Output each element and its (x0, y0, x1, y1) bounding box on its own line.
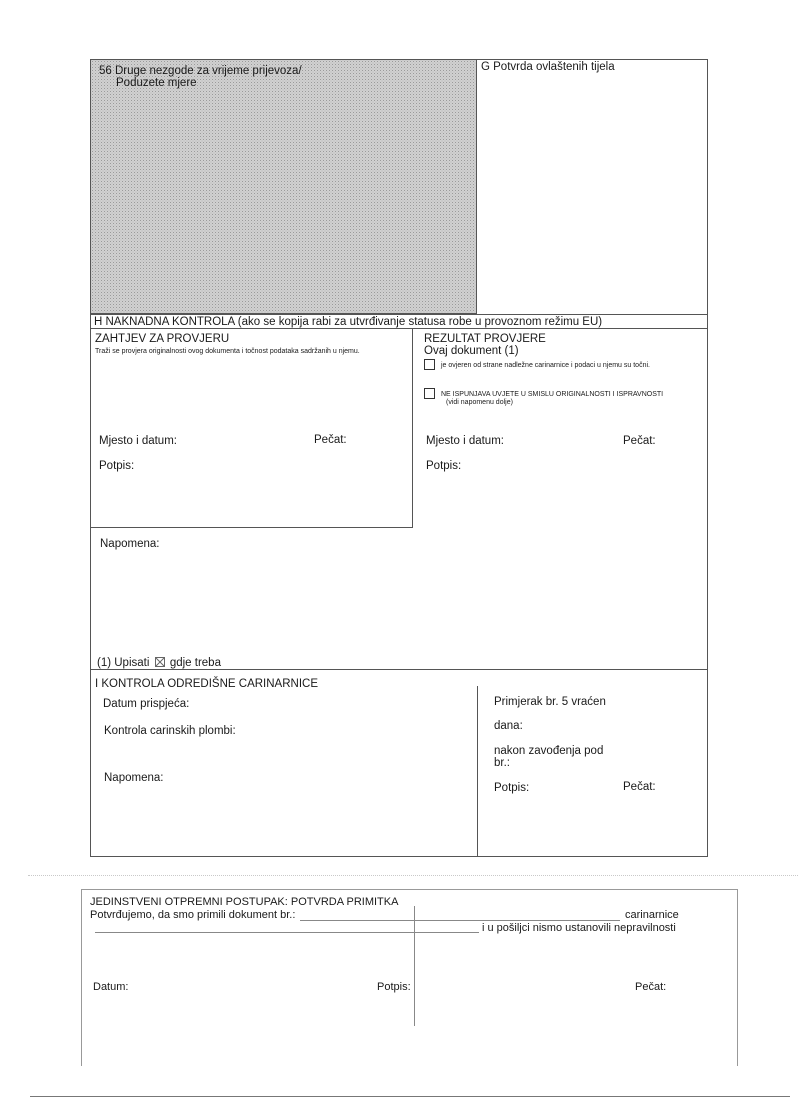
footnote-prefix: (1) Upisati (97, 657, 150, 669)
result-invalid-checkbox[interactable] (424, 388, 435, 399)
receipt-no-irregularities-text: i u pošiljci nismo ustanovili nepravilnosti (482, 922, 676, 934)
receipt-right-border (737, 889, 738, 1066)
result-title: REZULTAT PROVJERE (424, 333, 546, 345)
box-i-note-label: Napomena: (104, 772, 164, 784)
seal-check-label: Kontrola carinskih plombi: (104, 725, 236, 737)
page-bottom-line (30, 1096, 790, 1097)
after-entry-label-line2: br.: (494, 757, 510, 769)
receipt-top-border (81, 889, 737, 890)
receipt-title: JEDINSTVENI OTPREMNI POSTUPAK: POTVRDA PRIMITKA (90, 896, 399, 908)
document-number-field[interactable] (300, 920, 620, 921)
request-stamp-label: Pečat: (314, 434, 347, 446)
result-verified-checkbox[interactable] (424, 359, 435, 370)
footnote-suffix: gdje treba (169, 657, 221, 669)
result-verified-text: je ovjeren od strane nadležne carinarnice i podaci u njemu su točni. (441, 362, 650, 369)
box-i-title: I KONTROLA ODREDIŠNE CARINARNICE (95, 678, 319, 690)
request-bottom-border (90, 527, 413, 528)
box-h-note-label: Napomena: (100, 538, 160, 550)
box-i-divider (477, 686, 478, 857)
box-56-other-incidents (90, 59, 477, 314)
receipt-left-border (81, 889, 82, 1066)
box-56-title-line1: 56 Druge nezgode za vrijeme prijevoza/ (99, 65, 302, 77)
request-signature-label: Potpis: (99, 460, 135, 472)
result-invalid-note: (vidi napomenu dolje) (446, 399, 513, 406)
receipt-confirm-text: Potvrđujemo, da smo primili dokument br.: (90, 909, 296, 921)
request-right-border (412, 328, 413, 528)
after-entry-label-line1: nakon zavođenja pod (494, 745, 604, 757)
box-g-divider (476, 59, 477, 314)
box-i-signature-label: Potpis: (494, 782, 530, 794)
box-i-stamp-label: Pečat: (623, 781, 656, 793)
result-place-date-label: Mjesto i datum: (426, 435, 504, 447)
box-i-top-line (90, 669, 708, 670)
receipt-customs-office-label: carinarnice (625, 909, 679, 921)
result-invalid-text: NE ISPUNJAVA UVJETE U SMISLU ORIGINALNOSTI I ISPRAVNOSTI (441, 391, 664, 398)
receipt-divider (414, 906, 415, 1026)
result-stamp-label: Pečat: (623, 435, 656, 447)
box-h-title-line (90, 328, 708, 329)
result-signature-label: Potpis: (426, 460, 462, 472)
result-subtitle: Ovaj dokument (1) (424, 345, 519, 357)
box-56-title-line2: Poduzete mjere (116, 77, 197, 89)
request-place-date-label: Mjesto i datum: (99, 435, 177, 447)
copy-returned-label: Primjerak br. 5 vraćen (494, 696, 606, 708)
box-h-top-line (90, 314, 708, 315)
request-text: Traži se provjera originalnosti ovog dokumenta i točnost podataka sadržanih u njemu. (95, 348, 360, 355)
on-date-label: dana: (494, 720, 523, 732)
customs-office-field[interactable] (95, 932, 479, 933)
receipt-stamp-label: Pečat: (635, 981, 667, 993)
box-h-title: H NAKNADNA KONTROLA (ako se kopija rabi za utvrđivanje statusa robe u provoznom režimu EU) (94, 316, 603, 328)
box-g-title: G Potvrda ovlaštenih tijela (481, 61, 615, 73)
receipt-date-label: Datum: (93, 981, 129, 993)
arrival-date-label: Datum prispjeća: (103, 698, 190, 710)
tear-off-line (28, 875, 798, 876)
receipt-signature-label: Potpis: (377, 981, 411, 993)
request-title: ZAHTJEV ZA PROVJERU (95, 333, 230, 345)
